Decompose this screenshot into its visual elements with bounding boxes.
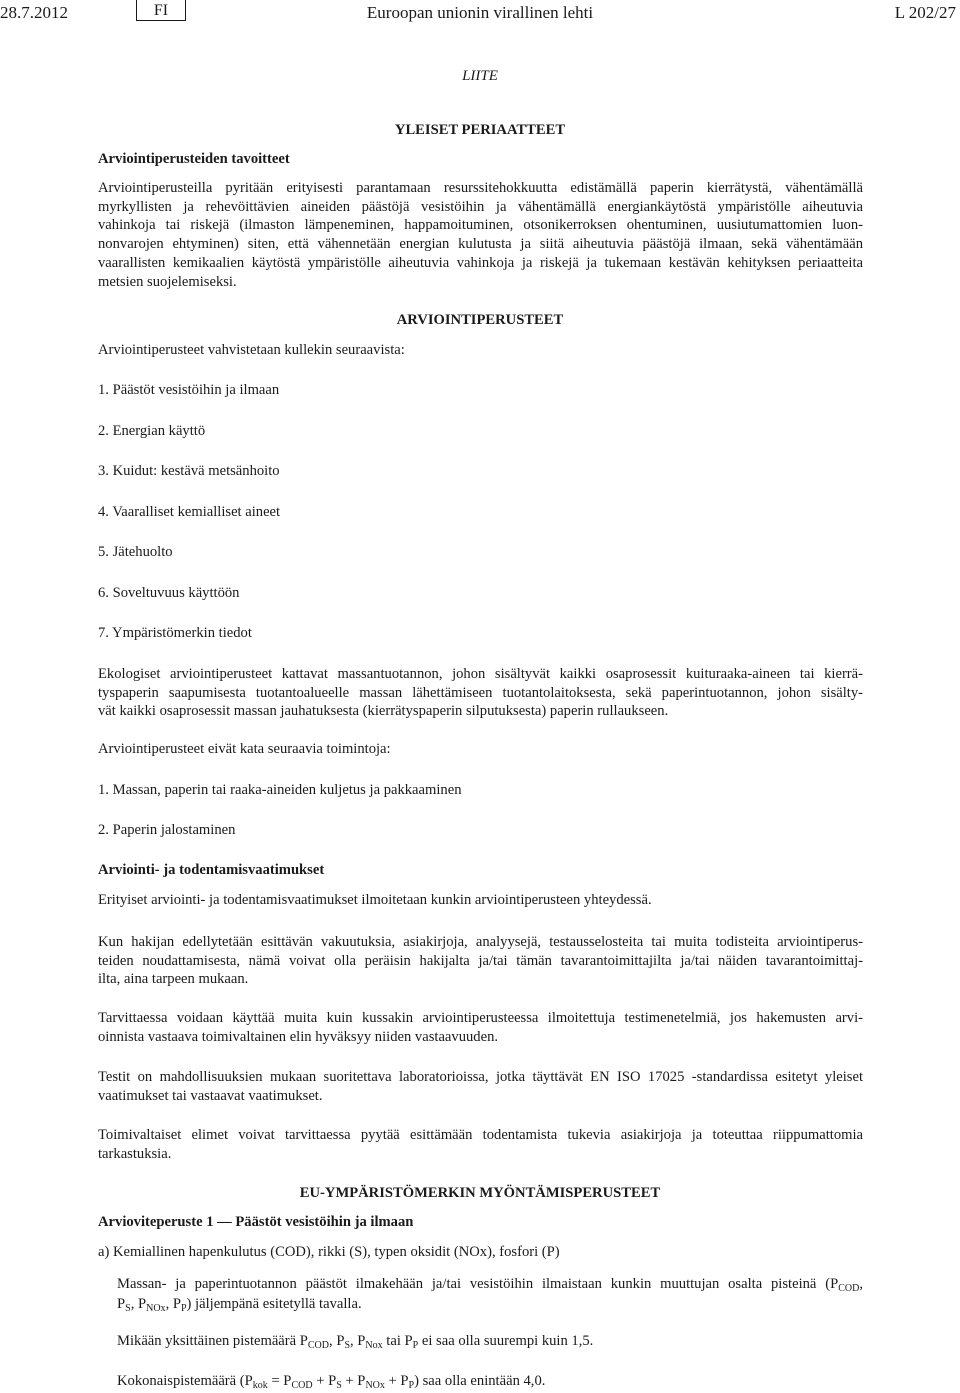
header-date: 28.7.2012	[0, 3, 68, 22]
journal-title: Euroopan unionin virallinen lehti	[366, 3, 594, 22]
criteria-list-item: 7. Ympäristömerkin tiedot	[98, 625, 252, 641]
points-paragraph: Massan- ja paperintuotannon päästöt ilmakehään ja/tai vesistöihin ilmaistaan kunkin muuttujan osalta pisteinä ($P_{COD}$, $P_S$, $P_{NOx}$, $P_P$) jäljempänä esitetyllä tavalla.	[117, 1276, 863, 1314]
exclusion-item: 2. Paperin jalostaminen	[98, 822, 236, 838]
assessment-paragraph-2: Kun hakijan edellytetään esittävän vakuutuksia, asiakirjoja, analyysejä, testausselosteita tai muita todisteita arviointiperus- teiden noudattamisesta, nämä voivat olla peräisin hakijalta ja/tai tämän tavarantoimittajilta ja/tai näiden tavarantoimittaj- ilta, aina tarpeen mukaan.	[98, 934, 863, 988]
criteria-list-item: 1. Päästöt vesistöihin ja ilmaan	[98, 382, 280, 398]
objectives-paragraph: Arviointiperusteilla pyritään erityisesti parantamaan resurssitehokkuutta edistämällä paperin kierrätystä, vähentämällä myrkyllisten ja rehevöittävien aineiden päästöjä vesistöihin ja vähentämällä energiankäytöstä ympäristölle aiheutuvia vahinkoja tai riskejä (ilmaston lämpeneminen, happamoituminen, otsonikerroksen ohentuminen, uusiutumattomien luon- nonvarojen ehtyminen) siten, että vähennetään energian kulutusta ja siitä aiheutuvia päästöjä ilmaan, sekä vähentämään vaarallisten kemikaalien käytöstä ympäristölle aiheutuvia vahinkoja ja riskejä ja tukemaan kestävän kehityksen periaatteita metsien suojelemiseksi.	[98, 180, 863, 290]
annex-label: LIITE	[462, 68, 498, 84]
general-principles-heading: YLEISET PERIAATTEET	[394, 122, 566, 138]
assessment-paragraph-5: Toimivaltaiset elimet voivat tarvittaessa pyytää esittämään todentamista tukevia asiakirjoja ja toteuttaa riippumattomia tarkastuksia.	[98, 1127, 863, 1162]
objectives-subheading: Arviointiperusteiden tavoitteet	[98, 151, 290, 167]
assessment-paragraph-4: Testit on mahdollisuuksien mukaan suoritettava laboratorioissa, jotka täyttävät EN ISO 17025 -standardissa esitetyt yleiset vaatimukset tai vastaavat vaatimukset.	[98, 1069, 863, 1104]
exclusion-intro: Arviointiperusteet eivät kata seuraavia toimintoja:	[98, 741, 391, 757]
criteria-heading: ARVIOINTIPERUSTEET	[396, 312, 564, 328]
scope-paragraph: Ekologiset arviointiperusteet kattavat massantuotannon, johon sisältyvät kaikki osaprosessit kuituraaka-aineen tai kierrä- tyspaperin saapumisesta tuotantoalueelle massan lähettämiseen tuotantolaitoksesta, sekä paperintuotannon, johon sisälty- vät kaikki osaprosessit massan jauhatuksesta (kierrätyspaperin silputuksesta) paperin rullaukseen.	[98, 666, 863, 720]
criteria-list-item: 5. Jätehuolto	[98, 544, 173, 560]
criteria-intro: Arviointiperusteet vahvistetaan kullekin seuraavista:	[98, 342, 405, 358]
assessment-heading: Arviointi- ja todentamisvaatimukset	[98, 862, 325, 878]
criteria-list-item: 2. Energian käyttö	[98, 423, 206, 439]
language-badge-label: FI	[153, 2, 169, 19]
assessment-paragraph-3: Tarvittaessa voidaan käyttää muita kuin kussakin arviointiperusteessa ilmoitettuja testimenetelmiä, jos hakemusten arvi- oinnista vastaava toimivaltainen elin hyväksyy niiden vastaavuuden.	[98, 1010, 863, 1045]
page-reference: L 202/27	[894, 3, 956, 22]
criteria-list-item: 3. Kuidut: kestävä metsänhoito	[98, 463, 280, 479]
ecolabel-heading: EU-YMPÄRISTÖMERKIN MYÖNTÄMISPERUSTEET	[299, 1185, 661, 1201]
criteria-list-item: 6. Soveltuvuus käyttöön	[98, 585, 240, 601]
item-a-title: a) Kemiallinen hapenkulutus (COD), rikki (S), typen oksidit (NOx), fosfori (P)	[98, 1244, 560, 1260]
criterion-1-title: Arvioviteperuste 1 — Päästöt vesistöihin ja ilmaan	[98, 1214, 414, 1230]
total-points-sentence: Kokonaispistemäärä $(P_{kok} = P_{COD} + P_S + P_{NOx} + P_P)$ saa olla enintään 4,0.	[117, 1373, 546, 1391]
assessment-paragraph-1: Erityiset arviointi- ja todentamisvaatimukset ilmoitetaan kunkin arviointiperusteen yhteydessä.	[98, 892, 652, 908]
max-points-sentence: Mikään yksittäinen pistemäärä $P_{COD}$, $P_S$, $P_{Nox}$ tai $P_P$ ei saa olla suurempi kuin 1,5.	[117, 1333, 594, 1351]
exclusion-item: 1. Massan, paperin tai raaka-aineiden kuljetus ja pakkaaminen	[98, 782, 462, 798]
criteria-list-item: 4. Vaaralliset kemialliset aineet	[98, 504, 281, 520]
